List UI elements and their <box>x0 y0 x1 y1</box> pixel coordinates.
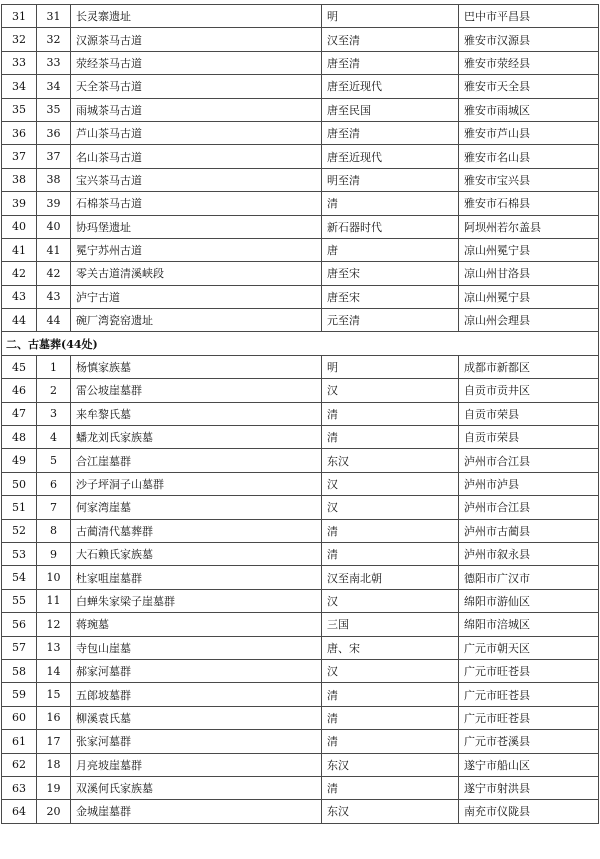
row-number: 50 <box>2 472 37 495</box>
location: 自贡市荣县 <box>459 402 599 425</box>
era: 唐、宋 <box>322 636 459 659</box>
site-name: 长灵寨遗址 <box>71 5 322 28</box>
location: 遂宁市射洪县 <box>459 776 599 799</box>
location: 雅安市石棉县 <box>459 192 599 215</box>
row-number: 49 <box>2 449 37 472</box>
location: 凉山州冕宁县 <box>459 238 599 261</box>
era: 明 <box>322 5 459 28</box>
era: 汉至清 <box>322 28 459 51</box>
row-number: 58 <box>2 659 37 682</box>
section-row-group <box>2 332 599 355</box>
row-number: 51 <box>2 496 37 519</box>
location: 广元市旺苍县 <box>459 683 599 706</box>
category-number: 16 <box>37 706 71 729</box>
era: 元至清 <box>322 309 459 332</box>
location: 雅安市雨城区 <box>459 98 599 121</box>
era: 唐至宋 <box>322 285 459 308</box>
table-row <box>2 776 599 799</box>
category-number: 40 <box>37 215 71 238</box>
category-number: 13 <box>37 636 71 659</box>
table-row <box>2 613 599 636</box>
table-row <box>2 262 599 285</box>
era: 三国 <box>322 613 459 636</box>
era: 汉 <box>322 589 459 612</box>
site-name: 零关古道清溪峡段 <box>71 262 322 285</box>
location: 雅安市宝兴县 <box>459 168 599 191</box>
row-number: 32 <box>2 28 37 51</box>
category-number: 44 <box>37 309 71 332</box>
site-name: 雷公坡崖墓群 <box>71 379 322 402</box>
table-row <box>2 800 599 823</box>
site-name: 郝家河墓群 <box>71 659 322 682</box>
row-number: 42 <box>2 262 37 285</box>
row-number: 52 <box>2 519 37 542</box>
category-number: 42 <box>37 262 71 285</box>
era: 清 <box>322 706 459 729</box>
table-row <box>2 379 599 402</box>
table-row <box>2 706 599 729</box>
site-name: 蒋琬墓 <box>71 613 322 636</box>
location: 广元市旺苍县 <box>459 706 599 729</box>
category-number: 31 <box>37 5 71 28</box>
section-title: 二、古墓葬(44处) <box>2 332 599 355</box>
table-row <box>2 426 599 449</box>
row-number: 44 <box>2 309 37 332</box>
category-number: 37 <box>37 145 71 168</box>
row-number: 62 <box>2 753 37 776</box>
location: 阿坝州若尔盖县 <box>459 215 599 238</box>
era: 东汉 <box>322 449 459 472</box>
era: 唐至清 <box>322 121 459 144</box>
location: 凉山州甘洛县 <box>459 262 599 285</box>
table-row <box>2 51 599 74</box>
site-name: 双溪何氏家族墓 <box>71 776 322 799</box>
table-row <box>2 496 599 519</box>
location: 绵阳市游仙区 <box>459 589 599 612</box>
table-row <box>2 5 599 28</box>
site-name: 沙子坪洞子山墓群 <box>71 472 322 495</box>
row-number: 46 <box>2 379 37 402</box>
location: 凉山州冕宁县 <box>459 285 599 308</box>
location: 泸州市合江县 <box>459 496 599 519</box>
row-number: 37 <box>2 145 37 168</box>
table-row <box>2 519 599 542</box>
table-row <box>2 285 599 308</box>
site-name: 名山茶马古道 <box>71 145 322 168</box>
row-number: 60 <box>2 706 37 729</box>
location: 巴中市平昌县 <box>459 5 599 28</box>
category-number: 17 <box>37 730 71 753</box>
row-number: 43 <box>2 285 37 308</box>
category-number: 41 <box>37 238 71 261</box>
era: 清 <box>322 519 459 542</box>
table-row <box>2 215 599 238</box>
era: 汉 <box>322 379 459 402</box>
site-name: 碗厂湾瓷窑遗址 <box>71 309 322 332</box>
table-row <box>2 589 599 612</box>
table-row <box>2 355 599 378</box>
category-number: 12 <box>37 613 71 636</box>
section-header-row <box>2 332 599 355</box>
era: 唐至近现代 <box>322 145 459 168</box>
era: 汉至南北朝 <box>322 566 459 589</box>
site-name: 蟠龙刘氏家族墓 <box>71 426 322 449</box>
era: 清 <box>322 776 459 799</box>
category-number: 18 <box>37 753 71 776</box>
table-row <box>2 75 599 98</box>
era: 清 <box>322 426 459 449</box>
category-number: 14 <box>37 659 71 682</box>
location: 南充市仪陇县 <box>459 800 599 823</box>
table-row <box>2 121 599 144</box>
table-row <box>2 566 599 589</box>
category-number: 9 <box>37 542 71 565</box>
site-name: 古蔺清代墓葬群 <box>71 519 322 542</box>
location: 雅安市天全县 <box>459 75 599 98</box>
site-name: 寺包山崖墓 <box>71 636 322 659</box>
site-name: 泸宁古道 <box>71 285 322 308</box>
category-number: 4 <box>37 426 71 449</box>
table-body-ancient-tombs <box>2 355 599 823</box>
table-row <box>2 98 599 121</box>
site-name: 来牟黎氏墓 <box>71 402 322 425</box>
category-number: 39 <box>37 192 71 215</box>
site-name: 柳溪袁氏墓 <box>71 706 322 729</box>
site-name: 何家湾崖墓 <box>71 496 322 519</box>
site-name: 大石赖氏家族墓 <box>71 542 322 565</box>
category-number: 43 <box>37 285 71 308</box>
category-number: 34 <box>37 75 71 98</box>
site-name: 杜家咀崖墓群 <box>71 566 322 589</box>
row-number: 34 <box>2 75 37 98</box>
row-number: 38 <box>2 168 37 191</box>
site-name: 五郎坡墓群 <box>71 683 322 706</box>
site-name: 合江崖墓群 <box>71 449 322 472</box>
era: 汉 <box>322 472 459 495</box>
category-number: 35 <box>37 98 71 121</box>
site-name: 金城崖墓群 <box>71 800 322 823</box>
table-row <box>2 402 599 425</box>
era: 清 <box>322 730 459 753</box>
table-row <box>2 168 599 191</box>
row-number: 48 <box>2 426 37 449</box>
category-number: 32 <box>37 28 71 51</box>
era: 唐至清 <box>322 51 459 74</box>
era: 东汉 <box>322 800 459 823</box>
row-number: 54 <box>2 566 37 589</box>
location: 雅安市名山县 <box>459 145 599 168</box>
table-row <box>2 753 599 776</box>
location: 广元市苍溪县 <box>459 730 599 753</box>
table-row <box>2 238 599 261</box>
era: 唐至近现代 <box>322 75 459 98</box>
site-name: 石棉茶马古道 <box>71 192 322 215</box>
row-number: 59 <box>2 683 37 706</box>
era: 明 <box>322 355 459 378</box>
table-row <box>2 730 599 753</box>
site-name: 协玛堡遗址 <box>71 215 322 238</box>
site-name: 汉源茶马古道 <box>71 28 322 51</box>
era: 清 <box>322 683 459 706</box>
location: 雅安市汉源县 <box>459 28 599 51</box>
row-number: 47 <box>2 402 37 425</box>
category-number: 11 <box>37 589 71 612</box>
category-number: 1 <box>37 355 71 378</box>
category-number: 7 <box>37 496 71 519</box>
site-name: 雨城茶马古道 <box>71 98 322 121</box>
row-number: 45 <box>2 355 37 378</box>
location: 遂宁市船山区 <box>459 753 599 776</box>
location: 广元市朝天区 <box>459 636 599 659</box>
table-row <box>2 683 599 706</box>
era: 清 <box>322 542 459 565</box>
category-number: 36 <box>37 121 71 144</box>
era: 唐 <box>322 238 459 261</box>
location: 绵阳市涪城区 <box>459 613 599 636</box>
site-name: 冕宁苏州古道 <box>71 238 322 261</box>
table-row <box>2 542 599 565</box>
table-body-ancient-sites <box>2 5 599 332</box>
category-number: 15 <box>37 683 71 706</box>
category-number: 33 <box>37 51 71 74</box>
row-number: 57 <box>2 636 37 659</box>
row-number: 36 <box>2 121 37 144</box>
site-name: 白蝉朱家梁子崖墓群 <box>71 589 322 612</box>
table-row <box>2 192 599 215</box>
row-number: 53 <box>2 542 37 565</box>
row-number: 63 <box>2 776 37 799</box>
row-number: 39 <box>2 192 37 215</box>
location: 泸州市叙永县 <box>459 542 599 565</box>
location: 凉山州会理县 <box>459 309 599 332</box>
table-row <box>2 309 599 332</box>
location: 自贡市荣县 <box>459 426 599 449</box>
category-number: 6 <box>37 472 71 495</box>
category-number: 20 <box>37 800 71 823</box>
site-name: 荥经茶马古道 <box>71 51 322 74</box>
site-name: 芦山茶马古道 <box>71 121 322 144</box>
era: 唐至宋 <box>322 262 459 285</box>
location: 德阳市广汉市 <box>459 566 599 589</box>
site-name: 杨慎家族墓 <box>71 355 322 378</box>
era: 汉 <box>322 496 459 519</box>
site-name: 张家河墓群 <box>71 730 322 753</box>
era: 东汉 <box>322 753 459 776</box>
table-row <box>2 659 599 682</box>
row-number: 55 <box>2 589 37 612</box>
location: 成都市新都区 <box>459 355 599 378</box>
era: 明至清 <box>322 168 459 191</box>
row-number: 64 <box>2 800 37 823</box>
category-number: 3 <box>37 402 71 425</box>
location: 广元市旺苍县 <box>459 659 599 682</box>
category-number: 19 <box>37 776 71 799</box>
location: 自贡市贡井区 <box>459 379 599 402</box>
table-row <box>2 472 599 495</box>
site-name: 月亮坡崖墓群 <box>71 753 322 776</box>
row-number: 56 <box>2 613 37 636</box>
site-name: 宝兴茶马古道 <box>71 168 322 191</box>
table-row <box>2 28 599 51</box>
location: 泸州市古蔺县 <box>459 519 599 542</box>
row-number: 35 <box>2 98 37 121</box>
location: 雅安市芦山县 <box>459 121 599 144</box>
table-row <box>2 636 599 659</box>
era: 新石器时代 <box>322 215 459 238</box>
heritage-site-table <box>1 4 599 824</box>
row-number: 33 <box>2 51 37 74</box>
category-number: 38 <box>37 168 71 191</box>
category-number: 5 <box>37 449 71 472</box>
location: 雅安市荥经县 <box>459 51 599 74</box>
category-number: 10 <box>37 566 71 589</box>
row-number: 61 <box>2 730 37 753</box>
row-number: 31 <box>2 5 37 28</box>
site-name: 天全茶马古道 <box>71 75 322 98</box>
era: 汉 <box>322 659 459 682</box>
table-row <box>2 145 599 168</box>
era: 清 <box>322 192 459 215</box>
location: 泸州市合江县 <box>459 449 599 472</box>
table-row <box>2 449 599 472</box>
category-number: 8 <box>37 519 71 542</box>
location: 泸州市泸县 <box>459 472 599 495</box>
row-number: 40 <box>2 215 37 238</box>
era: 清 <box>322 402 459 425</box>
era: 唐至民国 <box>322 98 459 121</box>
row-number: 41 <box>2 238 37 261</box>
category-number: 2 <box>37 379 71 402</box>
